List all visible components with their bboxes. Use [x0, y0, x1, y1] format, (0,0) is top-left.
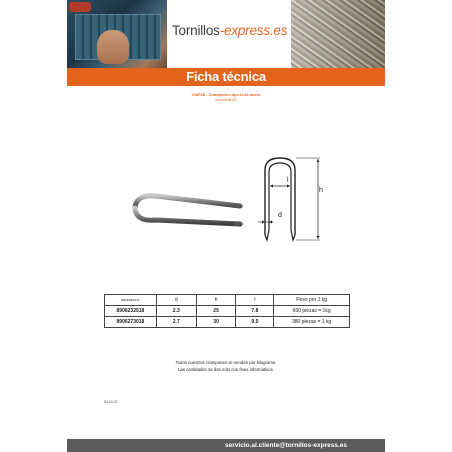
note-informative: Las cantidades se dan sólo con fines informativos. [177, 367, 275, 372]
table-row [105, 306, 350, 317]
brand-name-part1: Tornillos [172, 23, 220, 38]
header-ref: REFERENCIA [105, 295, 157, 306]
hand-image [97, 30, 129, 64]
header-weight: Peso por 1 kg [274, 295, 350, 306]
brand-logo[interactable] [167, 0, 291, 68]
document-date: 04.10.22 [104, 400, 118, 404]
page-title: Ficha técnica [67, 68, 385, 86]
header-d: d [156, 295, 196, 306]
screws-photo [291, 0, 385, 68]
spec-table [104, 294, 350, 328]
product-material: Inoxidable A2 [215, 98, 237, 102]
note-sold-by-kilo: Todos nuestros crampones se venden por kilogramo. [175, 360, 277, 365]
screws-photo-shade [291, 0, 385, 68]
diagram-label-h: h [319, 187, 323, 194]
cell-weight: 600 piezas = 1kg [274, 306, 350, 317]
header [67, 0, 385, 68]
staple-photo [128, 186, 248, 236]
brand-name-part2: -express.es [219, 23, 288, 38]
cell-ref: 8906273018 [105, 317, 157, 328]
table-header-row [105, 295, 350, 306]
contact-email-link[interactable]: servicio.al.cliente@tornillos-express.es [225, 442, 347, 449]
cell-weight: 380 piezas = 1 kg [274, 317, 350, 328]
footer [67, 439, 385, 452]
tools-photo [67, 0, 167, 68]
cell-d: 2.3 [156, 306, 196, 317]
brand-name [172, 23, 287, 38]
header-l: l [236, 295, 274, 306]
cell-ref: 8906232518 [105, 306, 157, 317]
staple-dimension-diagram [248, 150, 333, 245]
inner-outline [269, 163, 291, 230]
staple-upper-leg [135, 196, 240, 208]
cell-h: 30 [196, 317, 236, 328]
product-title: VSIF08 - Crampones tipo U de acero [191, 92, 261, 97]
cell-d: 2.7 [156, 317, 196, 328]
diagram-label-l: l [287, 177, 289, 184]
header-h: h [196, 295, 236, 306]
tool-image [69, 2, 91, 12]
cell-h: 25 [196, 306, 236, 317]
diagram-label-d: d [278, 212, 282, 219]
staple-lower-leg [135, 208, 240, 224]
cell-l: 7.8 [236, 306, 274, 317]
cell-l: 9.5 [236, 317, 274, 328]
table-row [105, 317, 350, 328]
